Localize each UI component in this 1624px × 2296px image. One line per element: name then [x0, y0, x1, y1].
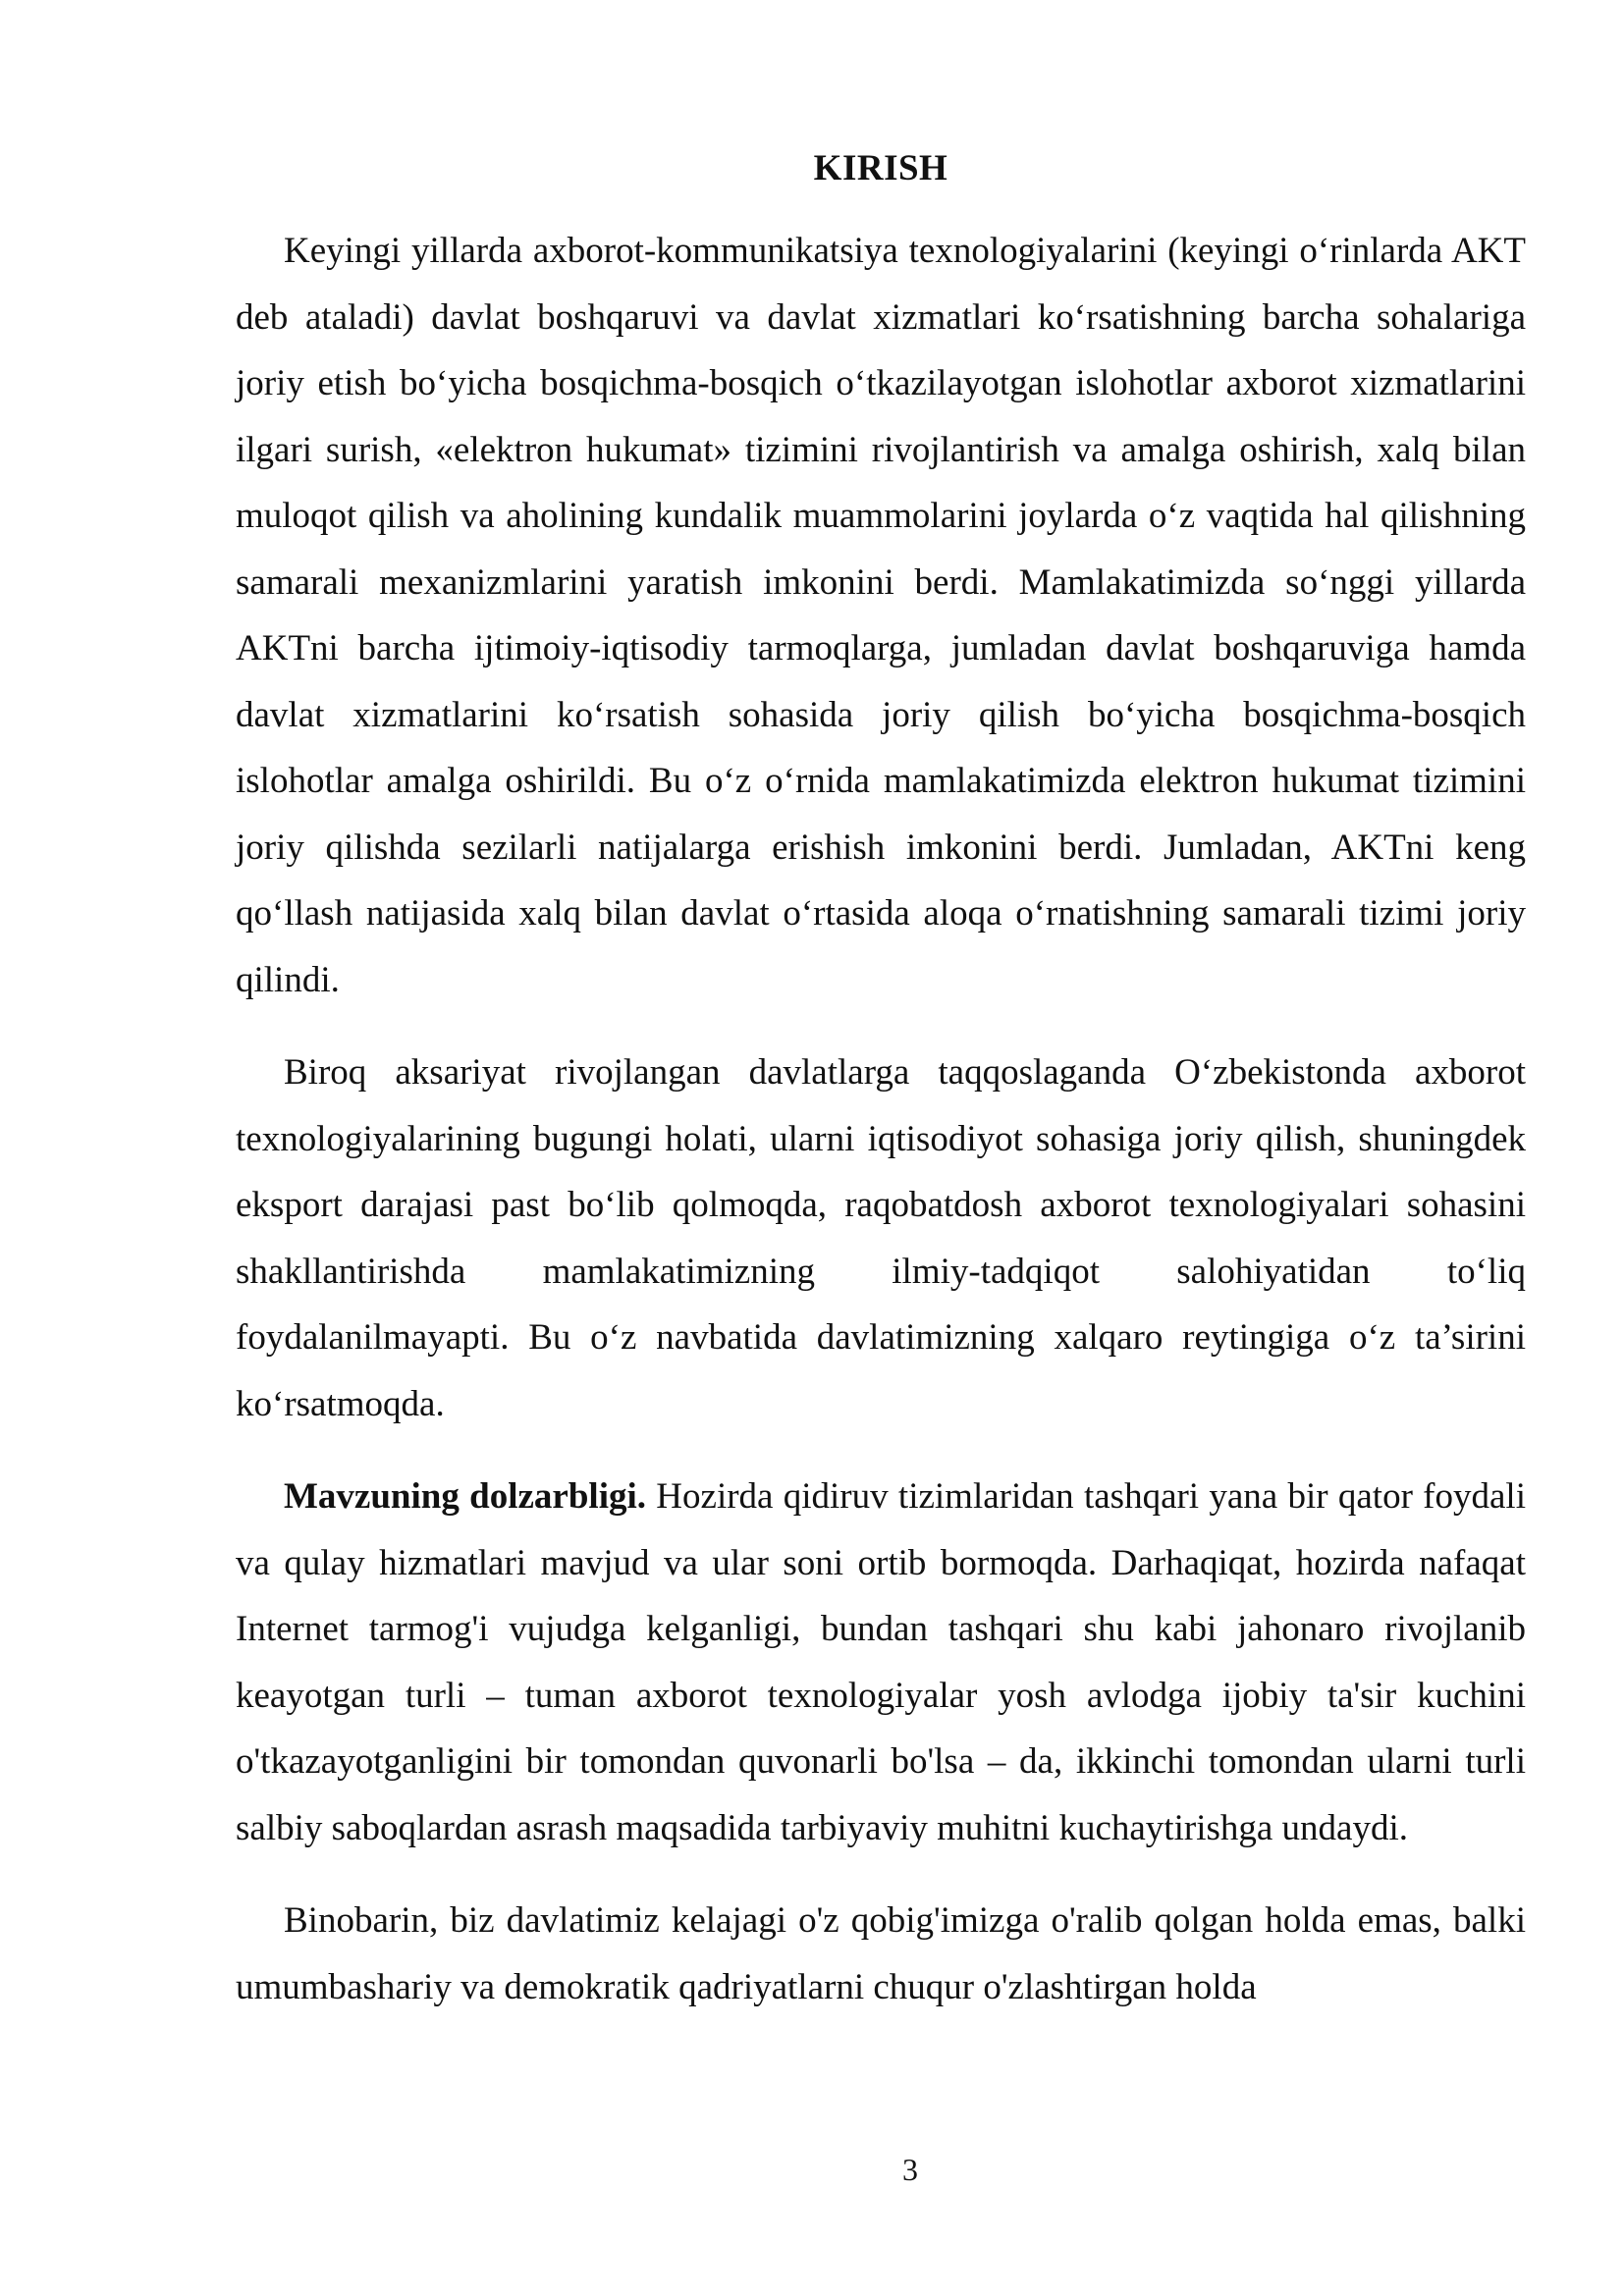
page-title: KIRISH	[813, 148, 948, 188]
paragraph-1	[236, 218, 1526, 1013]
paragraph-spacer	[236, 1861, 1526, 1888]
section-heading-inline: Mavzuning dolzarbligi.	[284, 1476, 647, 1517]
paragraph-spacer	[236, 1013, 1526, 1040]
paragraph-2-text: Biroq aksariyat rivojlangan davlatlarga taqqoslaganda O‘zbekistonda axborot texnologiyalarining bugungi holati, ularni iqtisodiyot sohasiga joriy qilish, shuningdek eksport darajasi past bo‘lib qolmoqda, raqobatdosh axborot texnologiyalari sohasini shakllantirishda mamlakatimizning ilmiy-tadqiqot salohiyatidan to‘liq foydalanilmayapti. Bu o‘z navbatida davlatimizning xalqaro reytingiga o‘z ta’sirini ko‘rsatmoqda.	[236, 1052, 1526, 1424]
paragraph-3-text: Hozirda qidiruv tizimlaridan tashqari yana bir qator foydali va qulay hizmatlari mavjud va ular soni ortib bormoqda. Darhaqiqat, hozirda nafaqat Internet tarmog'i vujudga kelganligi, bundan tashqari shu kabi jahonaro rivojlanib keayotgan turli – tuman axborot texnologiyalar yosh avlodga ijobiy ta'sir kuchini o'tkazayotganligini bir tomondan quvonarli bo'lsa – da, ikkinchi tomondan ularni turli salbiy saboqlardan asrash maqsadida tarbiyaviy muhitni kuchaytirishga undaydi.	[236, 1476, 1526, 1848]
page-number: 3	[902, 2152, 918, 2187]
paragraph-2	[236, 1040, 1526, 1437]
document-page	[236, 147, 1526, 2020]
paragraph-spacer	[236, 1437, 1526, 1464]
paragraph-1-text: Keyingi yillarda axborot-kommunikatsiya texnologiyalarini (keyingi o‘rinlarda AKT deb ataladi) davlat boshqaruvi va davlat xizmatlari ko‘rsatishning barcha sohalariga joriy etish bo‘yicha bosqichma-bosqich o‘tkazilayotgan islohotlar axborot xizmatlarini ilgari surish, «elektron hukumat» tizimini rivojlantirish va amalga oshirish, xalq bilan muloqot qilish va aholining kundalik muammolarini joylarda o‘z vaqtida hal qilishning samarali mexanizmlarini yaratish imkonini berdi. Mamlakatimizda so‘nggi yillarda AKTni barcha ijtimoiy-iqtisodiy tarmoqlarga, jumladan davlat boshqaruviga hamda davlat xizmatlarini ko‘rsatish sohasida joriy qilish bo‘yicha bosqichma-bosqich islohotlar amalga oshirildi. Bu o‘z o‘rnida mamlakatimizda elektron hukumat tizimini joriy qilishda sezilarli natijalarga erishish imkonini berdi. Jumladan, AKTni keng qo‘llash natijasida xalq bilan davlat o‘rtasida aloqa o‘rnatishning samarali tizimi joriy qilindi.	[236, 231, 1526, 1000]
paragraph-4	[236, 1888, 1526, 2020]
paragraph-4-text: Binobarin, biz davlatimiz kelajagi o'z qobig'imizga o'ralib qolgan holda emas, balki umumbashariy va demokratik qadriyatlarni chuqur o'zlashtirgan holda	[236, 1900, 1526, 2007]
paragraph-3	[236, 1464, 1526, 1861]
